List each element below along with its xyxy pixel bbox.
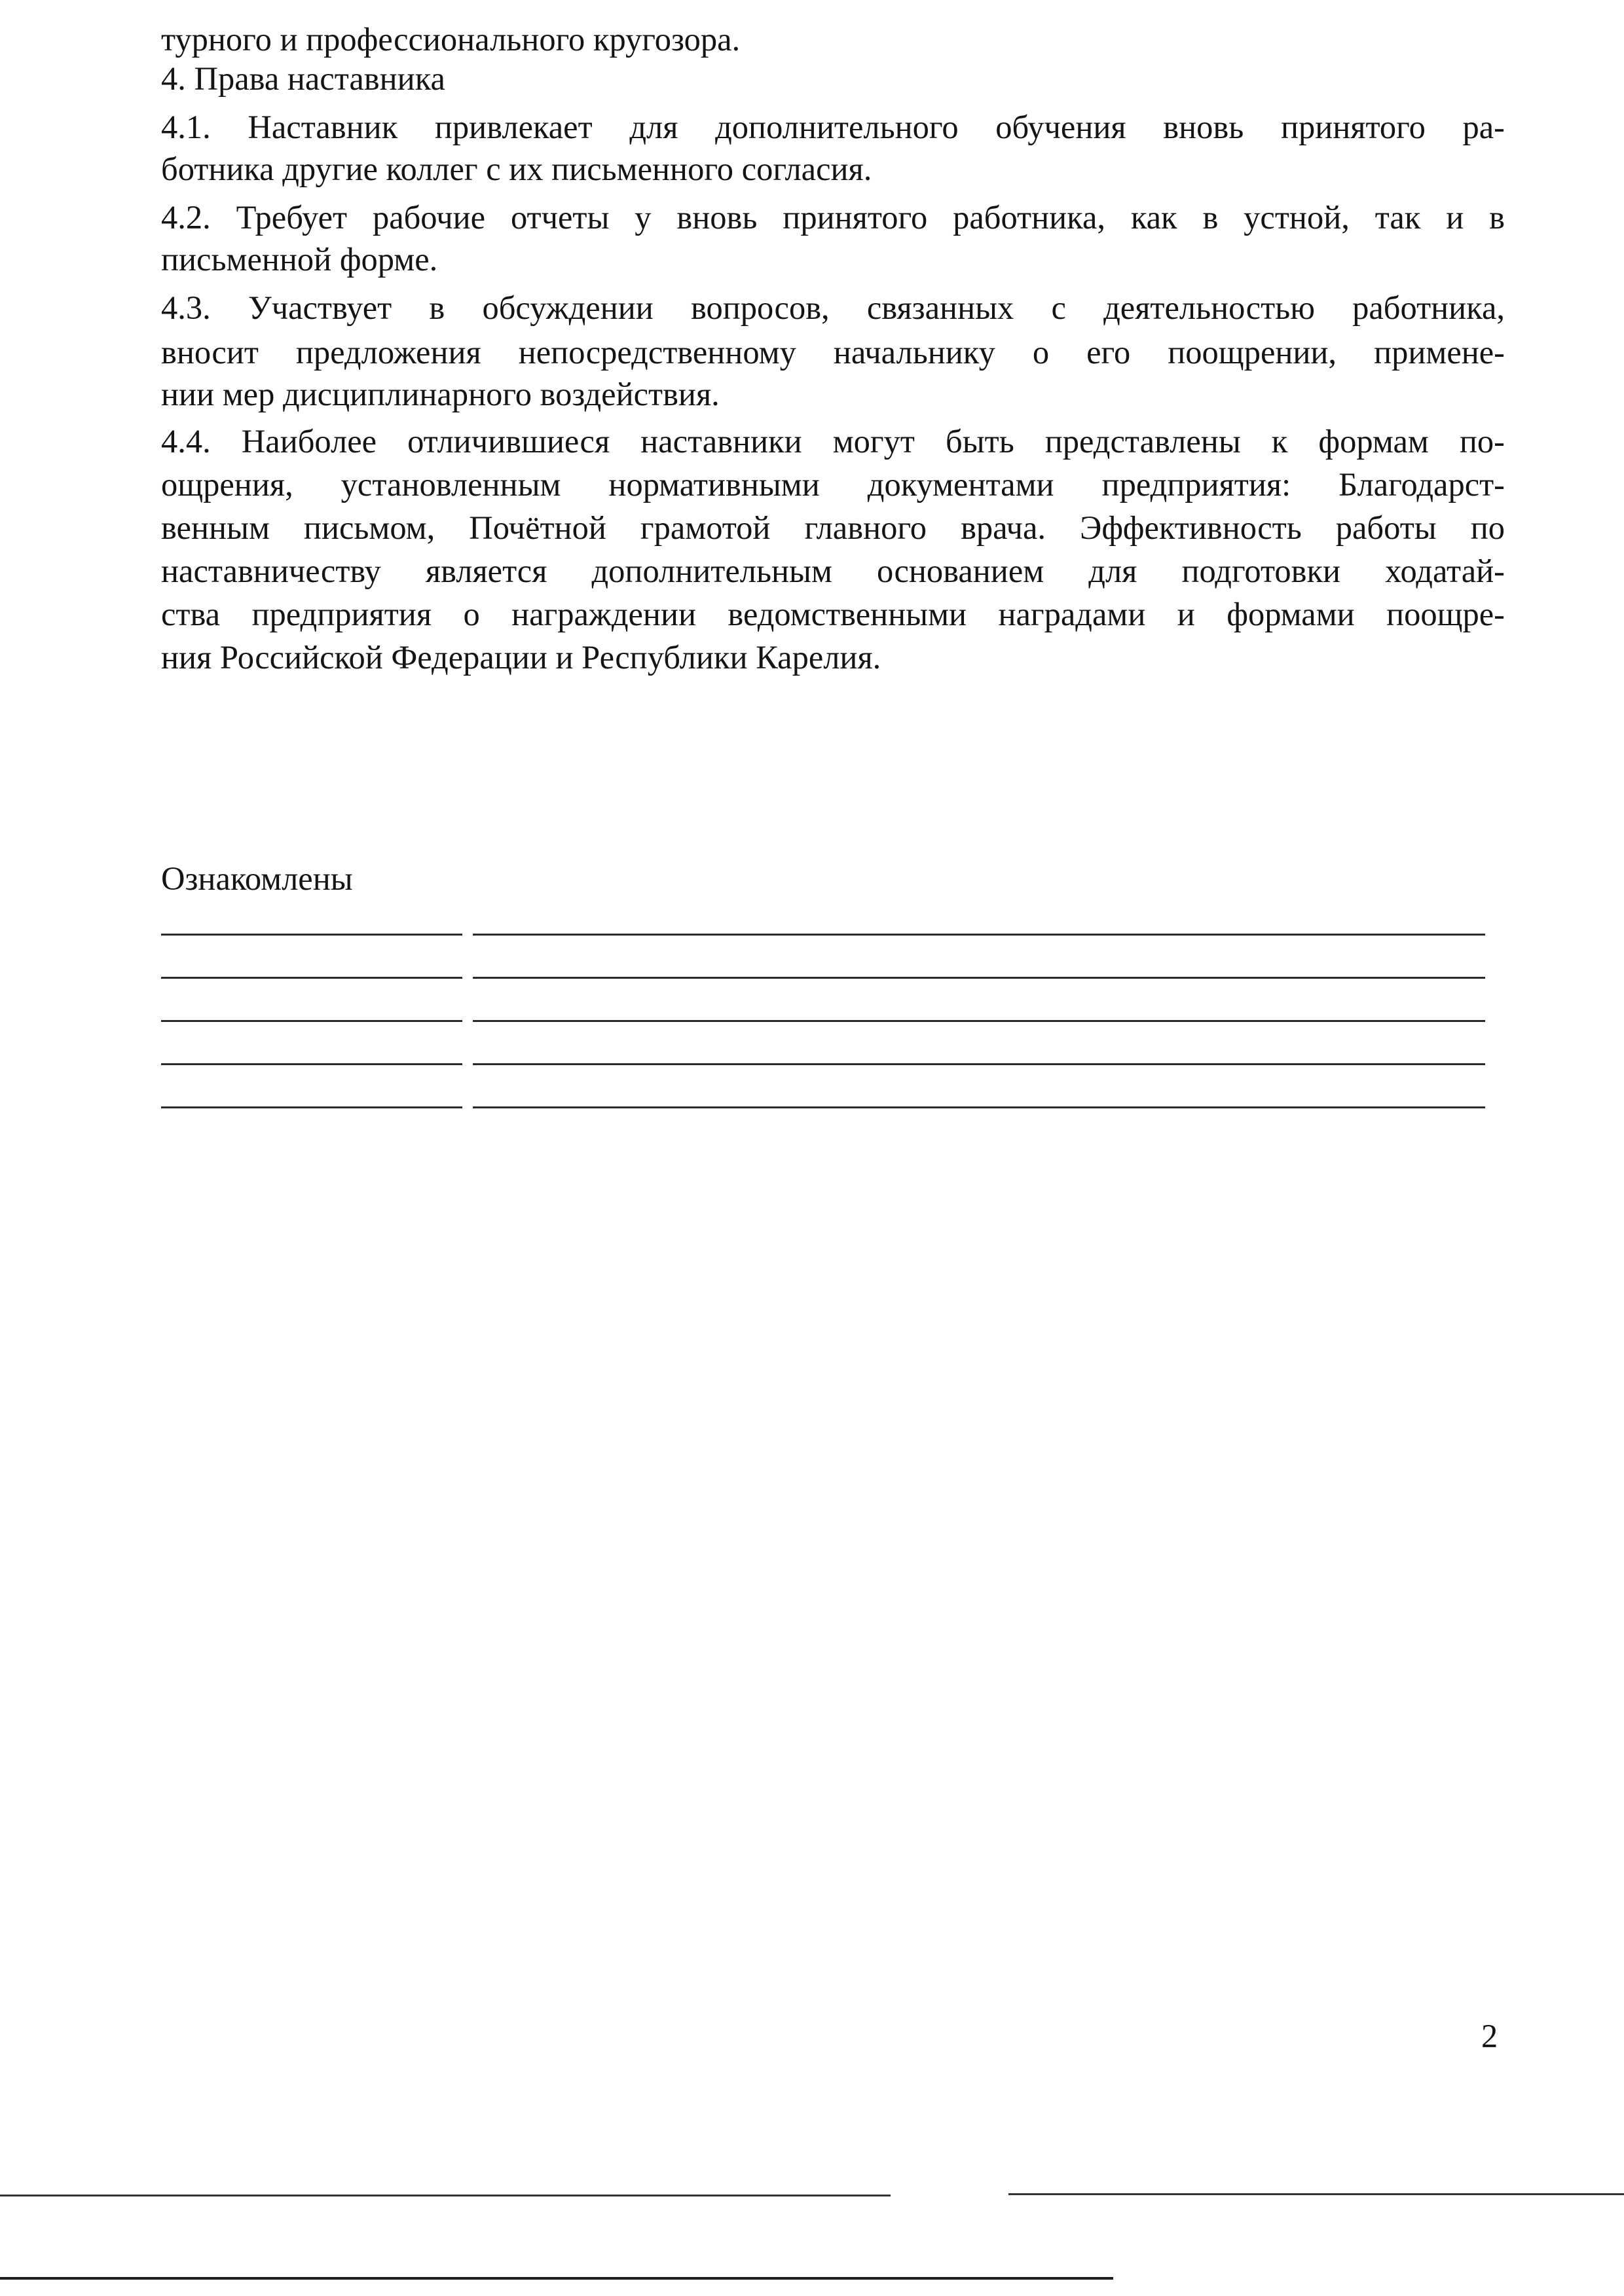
text-line-4: ботника другие коллег с их письменного согласия. xyxy=(161,151,872,187)
page-number: 2 xyxy=(1481,2018,1498,2054)
text-line-12: венным письмом, Почётной грамотой главного врача. Эффективность работы по xyxy=(161,509,1505,546)
signature-row xyxy=(0,1106,1624,1109)
text-line-8: вносит предложения непосредственному начальнику о его поощрении, примене- xyxy=(161,334,1505,371)
text-line-1: турного и профессионального кругозора. xyxy=(161,21,741,58)
section-heading-rights: 4. Права наставника xyxy=(161,60,445,97)
text-line-6: письменной форме. xyxy=(161,241,438,278)
text-line-13: наставничеству является дополнительным основанием для подготовки ходатай- xyxy=(161,553,1505,589)
signature-line-name xyxy=(473,934,1485,936)
signature-line-date xyxy=(161,934,462,936)
signature-row xyxy=(0,1063,1624,1066)
scan-edge-line xyxy=(1008,2193,1624,2195)
scan-edge-line xyxy=(0,2195,891,2196)
text-line-15: ния Российской Федерации и Республики Карелия. xyxy=(161,639,881,676)
text-line-9: нии мер дисциплинарного воздействия. xyxy=(161,376,720,412)
text-line-10: 4.4. Наиболее отличившиеся наставники могут быть представлены к формам по- xyxy=(161,423,1505,460)
scan-edge-line xyxy=(0,2277,1113,2280)
acquainted-label: Ознакомлены xyxy=(161,860,353,897)
text-line-14: ства предприятия о награждении ведомственными наградами и формами поощре- xyxy=(161,596,1505,632)
signature-line-date xyxy=(161,1106,462,1108)
signature-row xyxy=(0,1020,1624,1023)
signature-line-date xyxy=(161,977,462,979)
signature-line-name xyxy=(473,1020,1485,1022)
text-line-5: 4.2. Требует рабочие отчеты у вновь принятого работника, как в устной, так и в xyxy=(161,199,1505,236)
text-line-3: 4.1. Наставник привлекает для дополнительного обучения вновь принятого ра- xyxy=(161,109,1505,145)
signature-line-date xyxy=(161,1063,462,1065)
text-line-7: 4.3. Участвует в обсуждении вопросов, связанных с деятельностью работника, xyxy=(161,289,1505,326)
signature-row xyxy=(0,934,1624,936)
signature-line-name xyxy=(473,977,1485,979)
text-line-11: ощрения, установленным нормативными документами предприятия: Благодарст- xyxy=(161,466,1505,503)
signature-line-name xyxy=(473,1106,1485,1108)
signature-line-date xyxy=(161,1020,462,1022)
signature-row xyxy=(0,977,1624,979)
signature-line-name xyxy=(473,1063,1485,1065)
